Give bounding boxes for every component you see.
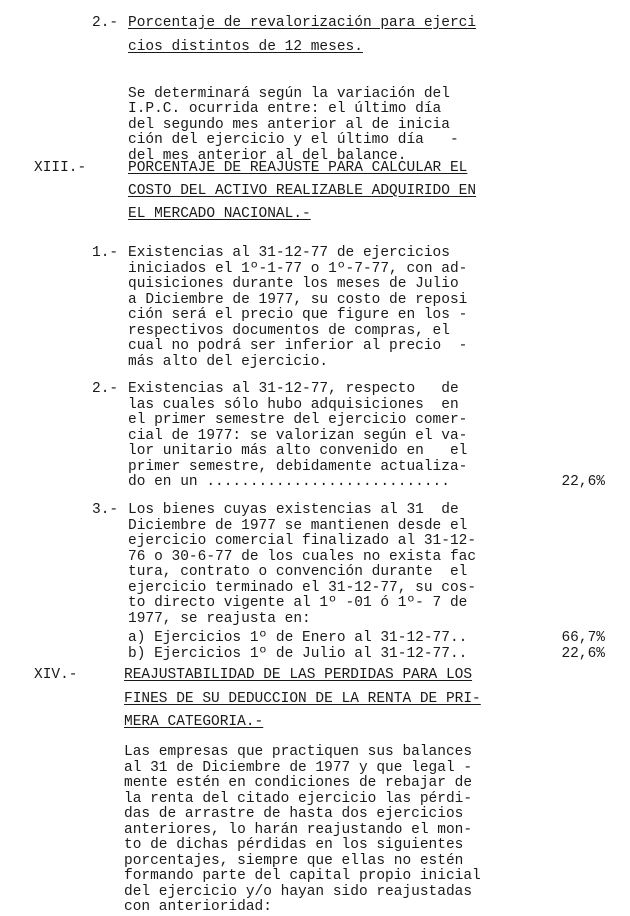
- text-line: del mes anterior al del balance.: [128, 147, 407, 164]
- section-number: XIV.-: [34, 667, 78, 683]
- text-line: respectivos documentos de compras, el: [128, 322, 450, 339]
- text-line: I.P.C. ocurrida entre: el último día: [128, 101, 442, 117]
- section-number: XIII.-: [34, 160, 87, 176]
- item-number: 2.-: [92, 381, 119, 397]
- text-line: 76 o 30-6-77 de los cuales no exista fac: [128, 548, 477, 565]
- text-line: Existencias al 31-12-77, respecto de: [128, 381, 459, 397]
- text-line: to directo vigente al 1º -01 ó 1º- 7 de: [128, 595, 468, 611]
- text-line: quisiciones durante los meses de Julio: [128, 276, 459, 292]
- subitem-row: a) Ejercicios 1º de Enero al 31-12-77..: [128, 630, 468, 646]
- text-line: ejercicio terminado el 31-12-77, su cos-: [128, 579, 477, 596]
- percentage-value: 66,7%: [561, 630, 605, 646]
- text-line: das de arrastre de hasta dos ejercicios: [124, 806, 464, 822]
- text-line: cial de 1977: se valorizan según el va-: [128, 427, 468, 444]
- section-title-line: MERA CATEGORIA.-: [124, 714, 264, 730]
- text-line: mente estén en condiciones de rebajar de: [124, 775, 473, 791]
- section-title-line: FINES DE SU DEDUCCION DE LA RENTA DE PRI-: [124, 691, 481, 707]
- text-line: Los bienes cuyas existencias al 31 de: [128, 502, 459, 518]
- text-line: la renta del citado ejercicio las pérdi-: [124, 790, 473, 807]
- text-line: ción será el precio que figure en los -: [128, 307, 468, 323]
- item-number: 1.-: [92, 245, 119, 261]
- section-title-line: PORCENTAJE DE REAJUSTE PARA CALCULAR EL: [128, 160, 468, 176]
- text-line: do en un ............................: [128, 474, 450, 490]
- percentage-value: 22,6%: [561, 474, 605, 490]
- paragraph: [128, 503, 476, 627]
- item-number: 3.-: [92, 502, 119, 518]
- text-line: más alto del ejercicio.: [128, 353, 329, 370]
- text-line: formando parte del capital propio inicial: [124, 868, 481, 884]
- item-title-line: Porcentaje de revalorización para ejerci: [128, 15, 477, 31]
- text-line: Diciembre de 1977 se mantienen desde el: [128, 517, 468, 534]
- text-line: 1977, se reajusta en:: [128, 610, 311, 627]
- text-line: lor unitario más alto convenido en el: [128, 443, 468, 459]
- text-line: to de dichas pérdidas en los siguientes: [124, 837, 464, 853]
- subitem-row: b) Ejercicios 1º de Julio al 31-12-77..: [128, 646, 468, 662]
- paragraph: [128, 246, 467, 370]
- section-title-line: EL MERCADO NACIONAL.-: [128, 206, 311, 222]
- text-line: a Diciembre de 1977, su costo de reposi: [128, 291, 468, 308]
- text-line: primer semestre, debidamente actualiza-: [128, 458, 468, 475]
- text-line: del ejercicio y/o hayan sido reajustadas: [124, 883, 473, 900]
- text-line: anteriores, lo harán reajustando el mon-: [124, 821, 473, 838]
- text-line: las cuales sólo hubo adquisiciones en: [128, 396, 459, 413]
- paragraph: [128, 71, 459, 164]
- section-title-line: REAJUSTABILIDAD DE LAS PERDIDAS PARA LOS: [124, 667, 473, 683]
- text-line: porcentajes, siempre que ellas no estén: [124, 852, 464, 869]
- text-line: ción del ejercicio y el último día -: [128, 132, 459, 148]
- text-line: al 31 de Diciembre de 1977 y que legal -: [124, 759, 473, 776]
- text-line: Las empresas que practiquen sus balances: [124, 744, 473, 760]
- text-line: tura, contrato o convención durante el: [128, 564, 468, 580]
- text-line: ejercicio comercial finalizado al 31-12-: [128, 533, 477, 549]
- percentage-value: 22,6%: [561, 646, 605, 662]
- item-title-line: cios distintos de 12 meses.: [128, 39, 363, 55]
- text-line: del segundo mes anterior al de inicia: [128, 116, 450, 133]
- text-line: iniciados el 1º-1-77 o 1º-7-77, con ad-: [128, 260, 468, 277]
- text-line: cual no podrá ser inferior al precio -: [128, 338, 468, 354]
- paragraph: [124, 745, 481, 916]
- item-number: 2.-: [92, 15, 119, 31]
- text-line: el primer semestre del ejercicio comer-: [128, 412, 468, 428]
- text-line: con anterioridad:: [124, 899, 272, 915]
- section-title-line: COSTO DEL ACTIVO REALIZABLE ADQUIRIDO EN: [128, 183, 477, 199]
- text-line: Existencias al 31-12-77 de ejercicios: [128, 245, 450, 261]
- text-line: Se determinará según la variación del: [128, 85, 450, 102]
- paragraph: [128, 382, 467, 491]
